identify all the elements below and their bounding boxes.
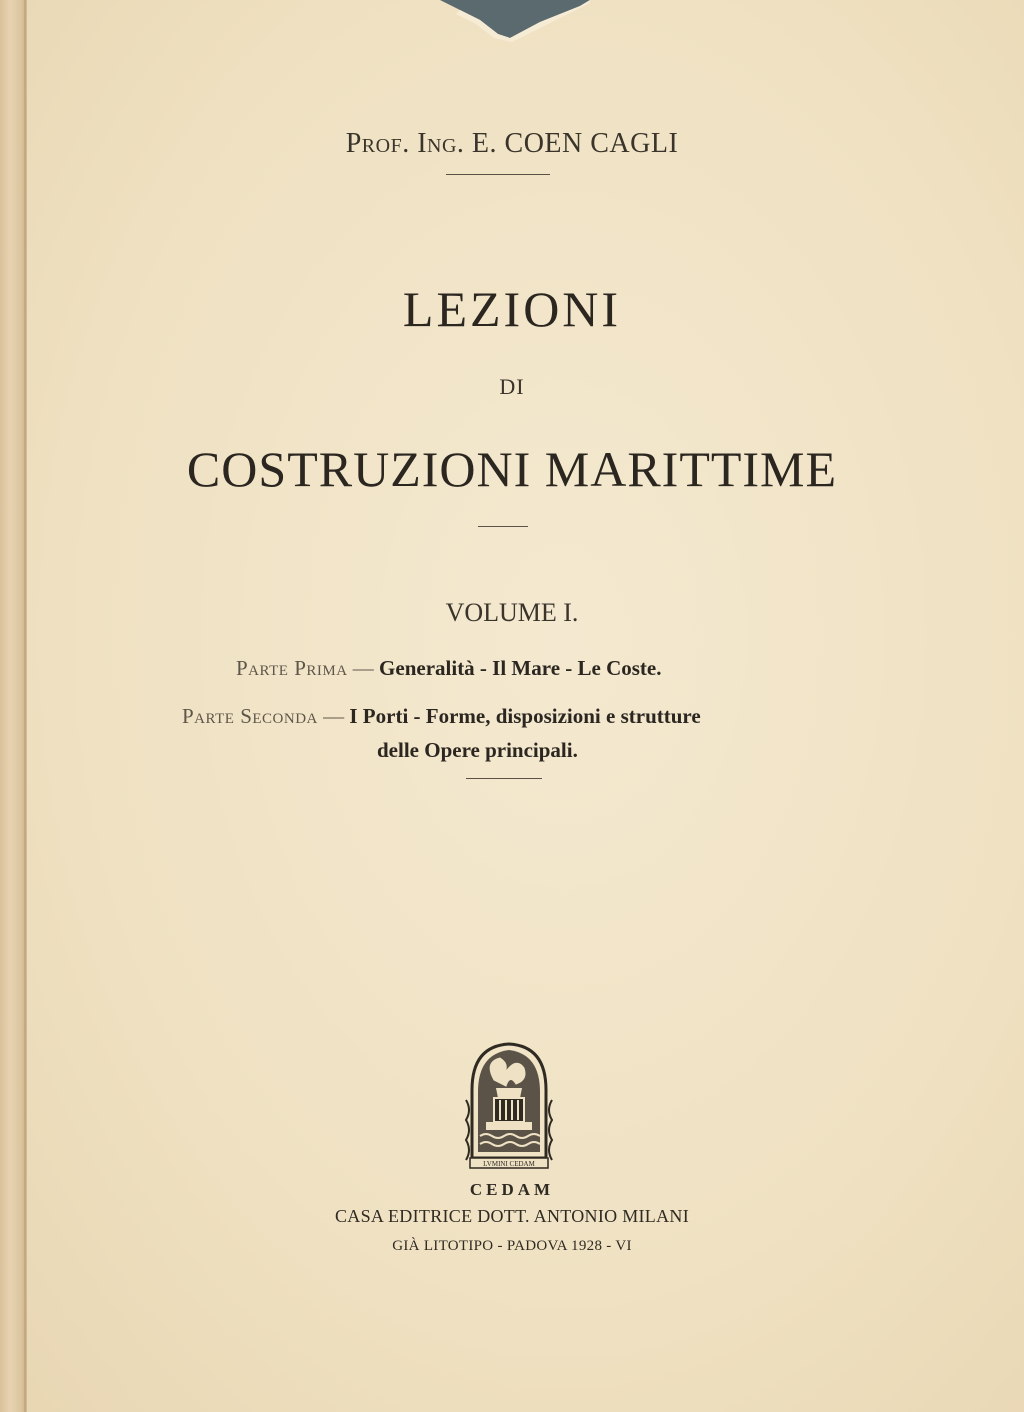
torn-paper-edge xyxy=(440,0,590,46)
publisher-emblem-icon xyxy=(464,1040,554,1170)
part-one-label: Parte Prima xyxy=(236,656,348,680)
publisher-imprint: GIÀ LITOTIPO - PADOVA 1928 - VI xyxy=(392,1238,632,1254)
divider-rule xyxy=(466,778,542,779)
part-two-continuation xyxy=(377,738,578,763)
title-subtitle: COSTRUZIONI MARITTIME xyxy=(186,441,838,497)
part-one-text: Generalità - Il Mare - Le Coste. xyxy=(379,656,662,680)
title-connector: DI xyxy=(499,374,525,399)
publisher-name: CEDAM xyxy=(469,1180,555,1199)
part-one-dash: — xyxy=(352,656,374,680)
divider-rule xyxy=(478,526,528,527)
spine-edge xyxy=(24,0,27,1412)
part-one xyxy=(236,656,662,681)
part-two xyxy=(182,704,701,729)
part-two-label: Parte Seconda xyxy=(182,704,318,728)
author-name: Prof. Ing. E. COEN CAGLI xyxy=(345,128,679,159)
book-spine xyxy=(0,0,26,1412)
svg-text:LVMINI CEDAM: LVMINI CEDAM xyxy=(483,1160,535,1168)
part-two-text: I Porti - Forme, disposizioni e strutture xyxy=(349,704,701,728)
part-two-continuation-text: delle Opere principali. xyxy=(377,738,578,762)
title-main: LEZIONI xyxy=(402,281,622,337)
author-line xyxy=(0,128,1024,160)
part-two-dash: — xyxy=(323,704,345,728)
volume-label: VOLUME I. xyxy=(445,598,579,627)
publisher-house: CASA EDITRICE DOTT. ANTONIO MILANI xyxy=(334,1206,689,1226)
divider-rule xyxy=(446,174,550,175)
